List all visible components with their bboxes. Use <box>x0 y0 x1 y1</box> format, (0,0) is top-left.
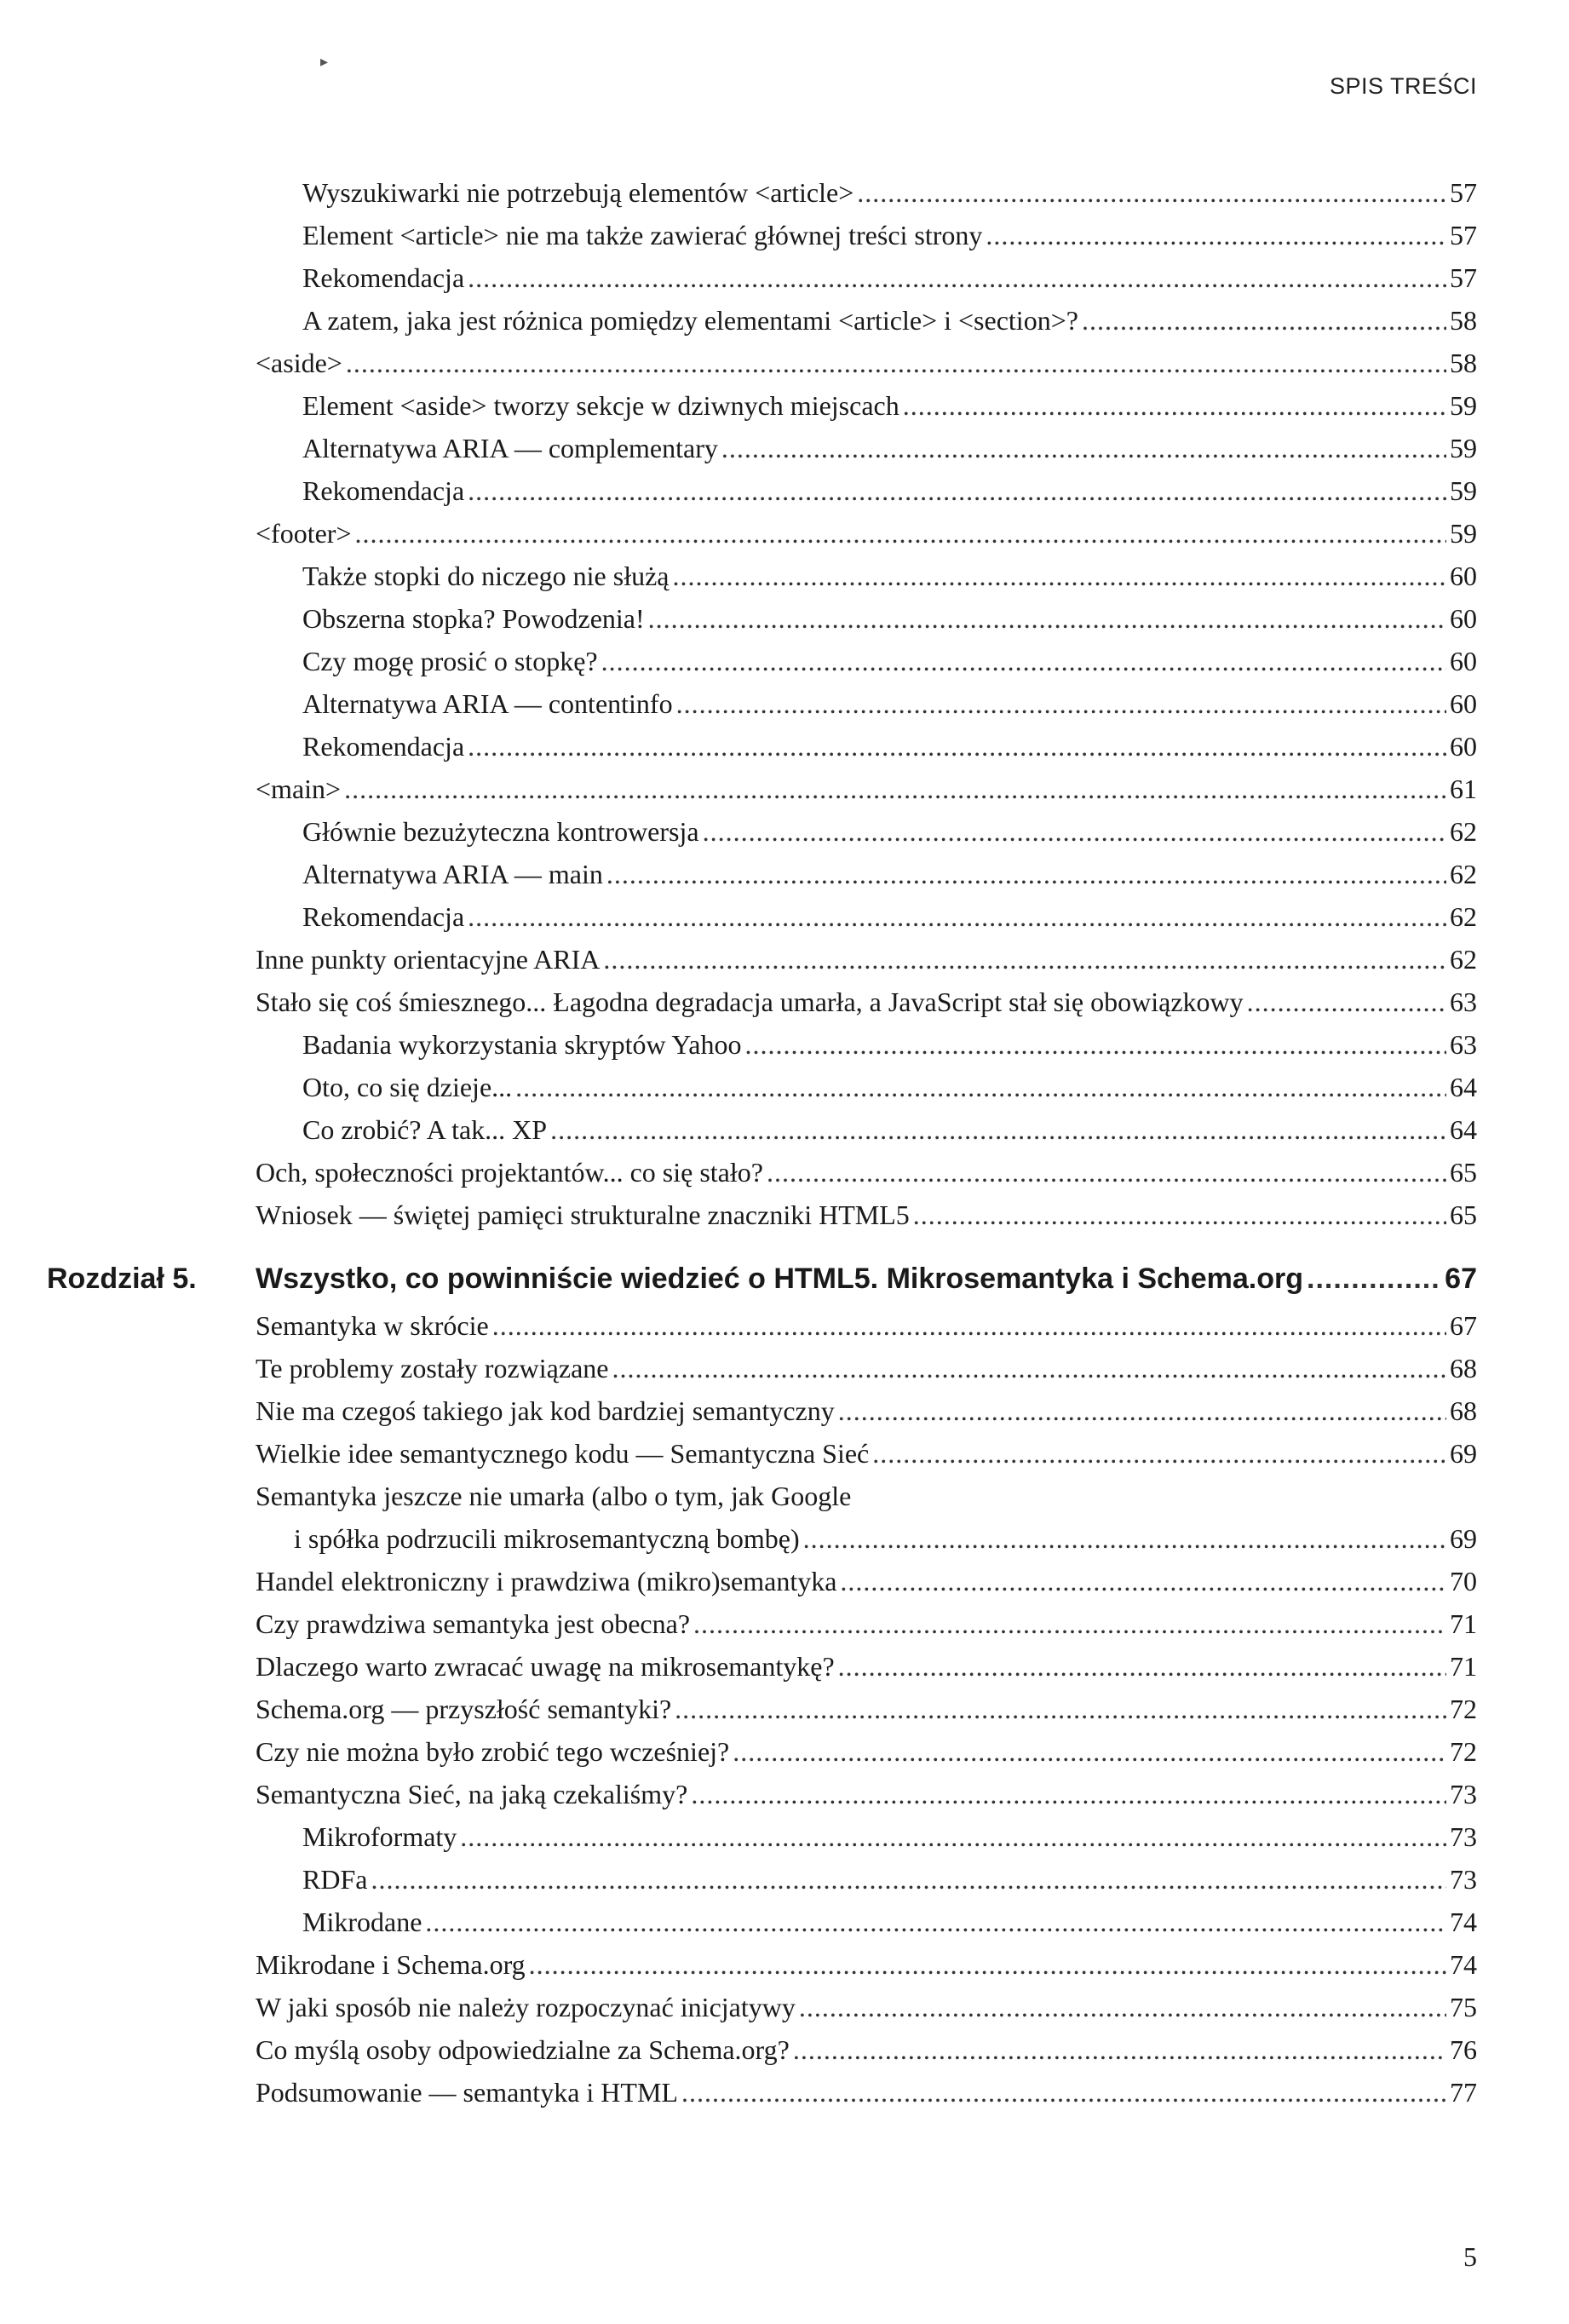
toc-entry <box>256 1433 1569 1476</box>
toc-entry <box>256 1944 1569 1987</box>
toc-entry-text: Co zrobić? A tak... XP <box>302 1114 548 1145</box>
dot-leader <box>872 1433 1446 1474</box>
dot-leader <box>468 470 1446 511</box>
toc-entry-text-line1: Semantyka jeszcze nie umarła (albo o tym, jak Google <box>256 1481 852 1511</box>
toc-entry-text: Czy nie można było zrobić tego wcześniej? <box>256 1736 730 1767</box>
dot-leader <box>676 683 1446 724</box>
toc-entry-page: 60 <box>1450 646 1477 676</box>
chapter-title: Wszystko, co powinniście wiedzieć o HTML5. Mikrosemantyka i Schema.org <box>256 1263 1303 1295</box>
toc-entry-page: 69 <box>1450 1438 1477 1469</box>
toc-entry <box>256 1731 1569 1774</box>
toc-entry <box>256 2072 1569 2114</box>
toc-entry <box>302 854 1569 896</box>
toc-entry <box>256 342 1569 385</box>
toc-entry-text: Inne punkty orientacyjne ARIA <box>256 944 601 975</box>
toc-entry-text: W jaki sposób nie należy rozpoczynać inicjatywy <box>256 1992 796 2022</box>
toc-entry <box>302 726 1569 768</box>
toc-entry <box>302 1067 1569 1109</box>
toc-entry-text: Alternatywa ARIA — main <box>302 859 603 889</box>
dot-leader <box>721 428 1446 469</box>
toc-entry-text: Czy mogę prosić o stopkę? <box>302 646 598 676</box>
toc-entry-page: 74 <box>1450 1907 1477 1937</box>
toc-entry-page: 60 <box>1450 561 1477 591</box>
toc-entry-page: 76 <box>1450 2034 1477 2065</box>
toc-entry <box>302 257 1569 300</box>
dot-leader <box>612 1348 1446 1389</box>
toc-entry-text: Semantyka w skrócie <box>256 1310 489 1341</box>
dot-leader <box>1247 981 1446 1022</box>
toc-entry <box>302 1901 1569 1944</box>
toc-entry-page: 59 <box>1450 475 1477 506</box>
chapter-label: Rozdział 5. <box>47 1263 197 1295</box>
toc-entry-page: 57 <box>1450 220 1477 250</box>
toc-entry-page: 63 <box>1450 987 1477 1017</box>
toc-entry <box>256 1194 1569 1237</box>
dot-leader <box>857 172 1446 213</box>
dot-leader <box>550 1109 1446 1150</box>
dot-leader <box>691 1774 1446 1815</box>
dot-leader <box>733 1731 1446 1772</box>
toc-entry-text: RDFa <box>302 1864 368 1895</box>
toc-entry <box>302 1816 1569 1859</box>
dot-leader <box>529 1944 1446 1985</box>
toc-entry-multiline-cont <box>294 1518 1569 1561</box>
dot-leader <box>344 768 1446 809</box>
toc-entry <box>256 1305 1569 1348</box>
toc-entry-page: 60 <box>1450 603 1477 634</box>
dot-leader <box>603 939 1446 980</box>
page-number: 5 <box>1463 2241 1477 2272</box>
toc-entry-text: Rekomendacja <box>302 731 465 762</box>
toc-entry-page: 61 <box>1450 774 1477 804</box>
toc-entry <box>256 1603 1569 1646</box>
chapter-page: 67 <box>1445 1263 1477 1295</box>
toc-entry <box>302 896 1569 939</box>
toc-entry-text: Element <aside> tworzy sekcje w dziwnych miejscach <box>302 390 899 421</box>
toc-entry <box>302 811 1569 854</box>
toc-entry-page: 58 <box>1450 348 1477 378</box>
toc-entry-text-line2: i spółka podrzucili mikrosemantyczną bombę) <box>294 1523 800 1554</box>
toc-entry-text: Mikrodane i Schema.org <box>256 1949 526 1980</box>
toc-entry-text: Dlaczego warto zwracać uwagę na mikrosemantykę? <box>256 1651 835 1682</box>
dot-leader <box>1082 300 1446 341</box>
toc-entry <box>302 598 1569 641</box>
dot-leader <box>693 1603 1446 1644</box>
dot-leader <box>648 598 1446 639</box>
toc-entry-text: Alternatywa ARIA — contentinfo <box>302 688 673 719</box>
dot-leader <box>675 1688 1446 1729</box>
toc-entry-page: 60 <box>1450 731 1477 762</box>
toc-entry-page: 58 <box>1450 305 1477 336</box>
dot-leader <box>355 513 1447 554</box>
toc-entry-text: Te problemy zostały rozwiązane <box>256 1353 609 1383</box>
toc-entry <box>302 470 1569 513</box>
toc-entry <box>302 300 1569 342</box>
toc-entry-page: 72 <box>1450 1694 1477 1724</box>
dot-leader <box>460 1816 1446 1857</box>
toc-entry-page: 73 <box>1450 1821 1477 1852</box>
toc-entry-text: Schema.org — przyszłość semantyki? <box>256 1694 672 1724</box>
toc-entry <box>256 2029 1569 2072</box>
toc-entry <box>302 215 1569 257</box>
toc-entry <box>302 641 1569 683</box>
toc-entry-text: Co myślą osoby odpowiedzialne za Schema.org? <box>256 2034 790 2065</box>
scan-mark: ▸ <box>320 53 329 70</box>
toc-entry-page: 72 <box>1450 1736 1477 1767</box>
dot-leader <box>1307 1254 1441 1303</box>
dot-leader <box>468 896 1446 937</box>
toc-entry-text: Rekomendacja <box>302 901 465 932</box>
toc-entry-text: <main> <box>256 774 342 804</box>
toc-entry-text: Badania wykorzystania skryptów Yahoo <box>302 1029 742 1060</box>
dot-leader <box>468 726 1446 767</box>
toc-entry-text: Nie ma czegoś takiego jak kod bardziej semantyczny <box>256 1395 835 1426</box>
toc-entry-multiline <box>256 1476 1569 1518</box>
toc-entry-text: <footer> <box>256 518 352 549</box>
toc-entry-page: 69 <box>1450 1523 1477 1554</box>
toc-section-chapter5-a <box>0 1305 1569 1476</box>
dot-leader <box>673 555 1447 596</box>
toc-entry-page: 57 <box>1450 262 1477 293</box>
toc-entry-text: Także stopki do niczego nie służą <box>302 561 670 591</box>
dot-leader <box>913 1194 1446 1235</box>
toc-entry-page: 73 <box>1450 1864 1477 1895</box>
toc-entry-text: Głównie bezużyteczna kontrowersja <box>302 816 699 847</box>
toc-entry-page: 64 <box>1450 1114 1477 1145</box>
toc-section-chapter4 <box>0 172 1569 1237</box>
toc-entry-page: 68 <box>1450 1395 1477 1426</box>
toc-entry-text: Element <article> nie ma także zawierać głównej treści strony <box>302 220 983 250</box>
toc-entry-text: Semantyczna Sieć, na jaką czekaliśmy? <box>256 1779 688 1809</box>
toc-entry <box>302 385 1569 428</box>
dot-leader <box>681 2072 1446 2113</box>
toc-entry-text: Wniosek — świętej pamięci strukturalne znaczniki HTML5 <box>256 1199 910 1230</box>
toc-entry-text: Podsumowanie — semantyka i HTML <box>256 2077 678 2108</box>
table-of-contents <box>0 172 1569 2114</box>
toc-entry <box>256 1688 1569 1731</box>
toc-entry-text: Czy prawdziwa semantyka jest obecna? <box>256 1608 691 1639</box>
running-header: SPIS TREŚCI <box>1329 73 1477 99</box>
toc-entry <box>256 768 1569 811</box>
toc-entry-page: 59 <box>1450 390 1477 421</box>
dot-leader <box>703 811 1446 852</box>
toc-entry-text: <aside> <box>256 348 342 378</box>
toc-entry <box>302 1024 1569 1067</box>
dot-leader <box>840 1561 1446 1602</box>
dot-leader <box>799 1987 1446 2028</box>
toc-entry-text: Alternatywa ARIA — complementary <box>302 433 718 463</box>
toc-entry-page: 62 <box>1450 859 1477 889</box>
toc-entry-text: Och, społeczności projektantów... co się stało? <box>256 1157 763 1188</box>
toc-entry <box>256 1774 1569 1816</box>
dot-leader <box>346 342 1446 383</box>
toc-entry-page: 74 <box>1450 1949 1477 1980</box>
toc-entry <box>256 513 1569 555</box>
toc-entry-page: 60 <box>1450 688 1477 719</box>
toc-entry-text: Mikrodane <box>302 1907 422 1937</box>
toc-entry <box>302 1859 1569 1901</box>
dot-leader <box>515 1067 1446 1107</box>
dot-leader <box>793 2029 1446 2070</box>
toc-entry-text: Wyszukiwarki nie potrzebują elementów <article> <box>302 177 854 208</box>
toc-entry-page: 62 <box>1450 944 1477 975</box>
toc-entry-page: 64 <box>1450 1072 1477 1102</box>
toc-entry <box>302 555 1569 598</box>
toc-entry-page: 68 <box>1450 1353 1477 1383</box>
toc-entry-page: 67 <box>1450 1310 1477 1341</box>
toc-entry <box>256 1987 1569 2029</box>
toc-entry-text: Stało się coś śmiesznego... Łagodna degradacja umarła, a JavaScript stał się obowiązkowy <box>256 987 1244 1017</box>
toc-entry-page: 63 <box>1450 1029 1477 1060</box>
toc-entry-page: 57 <box>1450 177 1477 208</box>
dot-leader <box>903 385 1446 426</box>
toc-entry-text: Oto, co się dzieje... <box>302 1072 513 1102</box>
toc-entry-page: 59 <box>1450 518 1477 549</box>
toc-entry-page: 71 <box>1450 1608 1477 1639</box>
dot-leader <box>744 1024 1446 1065</box>
toc-entry-text: Wielkie idee semantycznego kodu — Semantyczna Sieć <box>256 1438 870 1469</box>
toc-entry <box>302 683 1569 726</box>
toc-entry-page: 65 <box>1450 1157 1477 1188</box>
dot-leader <box>492 1305 1446 1346</box>
dot-leader <box>606 854 1446 895</box>
toc-entry <box>256 1561 1569 1603</box>
toc-entry-text: Rekomendacja <box>302 475 465 506</box>
toc-entry <box>256 1646 1569 1688</box>
toc-entry-page: 70 <box>1450 1566 1477 1596</box>
toc-entry <box>256 1390 1569 1433</box>
toc-entry-page: 62 <box>1450 901 1477 932</box>
dot-leader <box>425 1901 1446 1942</box>
toc-entry-text: A zatem, jaka jest różnica pomiędzy elementami <article> i <section>? <box>302 305 1078 336</box>
toc-entry <box>256 939 1569 981</box>
toc-entry-page: 62 <box>1450 816 1477 847</box>
toc-entry-text: Mikroformaty <box>302 1821 457 1852</box>
dot-leader <box>803 1518 1446 1559</box>
toc-entry-page: 77 <box>1450 2077 1477 2108</box>
toc-entry-page: 73 <box>1450 1779 1477 1809</box>
toc-entry-text: Rekomendacja <box>302 262 465 293</box>
toc-entry-page: 59 <box>1450 433 1477 463</box>
toc-entry <box>302 1109 1569 1152</box>
chapter-heading <box>47 1254 1569 1305</box>
toc-entry <box>256 1348 1569 1390</box>
toc-entry-page: 71 <box>1450 1651 1477 1682</box>
dot-leader <box>601 641 1446 682</box>
toc-entry-text: Handel elektroniczny i prawdziwa (mikro)semantyka <box>256 1566 837 1596</box>
toc-entry-text: Obszerna stopka? Powodzenia! <box>302 603 645 634</box>
dot-leader <box>468 257 1446 298</box>
toc-entry-page: 65 <box>1450 1199 1477 1230</box>
dot-leader <box>371 1859 1446 1900</box>
dot-leader <box>838 1390 1446 1431</box>
toc-entry <box>302 172 1569 215</box>
toc-entry <box>256 1152 1569 1194</box>
toc-entry <box>302 428 1569 470</box>
dot-leader <box>838 1646 1446 1687</box>
toc-section-chapter5-b <box>0 1561 1569 2114</box>
dot-leader <box>767 1152 1446 1193</box>
toc-entry <box>256 981 1569 1024</box>
dot-leader <box>986 215 1446 256</box>
toc-entry-page: 75 <box>1450 1992 1477 2022</box>
